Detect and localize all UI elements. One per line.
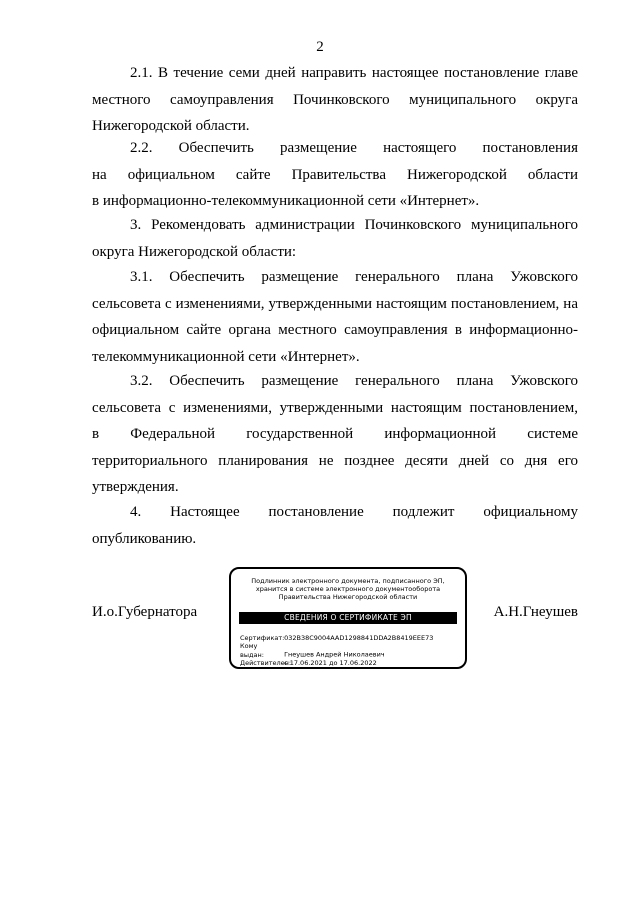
text-line: сельсовета с изменениями, утвержденными настоящим постановлением, на [92, 295, 578, 312]
stamp-cert-details [240, 634, 433, 667]
text-line: 3.1. Обеспечить размещение генерального плана Ужовского [130, 269, 578, 285]
text-line: 4. Настоящее постановление подлежит официальному [130, 504, 578, 520]
page-number: 2 [316, 39, 324, 55]
text-line: в Федеральной государственной информационной системе [92, 426, 578, 442]
stamp-header-line: Правительства Нижегородской области [278, 593, 418, 601]
stamp-cert-row [240, 634, 433, 642]
paragraph-2-1 [92, 60, 578, 140]
e-signature-stamp [229, 567, 467, 669]
signatory-name: А.Н.Гнеушев [493, 604, 578, 620]
text-line: территориального планирования не позднее десяти дней со дня его [92, 452, 578, 469]
stamp-header-line: Подлинник электронного документа, подписанного ЭП, [251, 577, 445, 585]
paragraph-3 [92, 212, 578, 265]
owner-value: Гнеушев Андрей Николаевич [284, 650, 385, 659]
text-line: опубликованию. [92, 530, 197, 547]
owner-label: Кому выдан: [240, 642, 264, 659]
paragraph-3-2 [92, 368, 578, 501]
text-line: в информационно-телекоммуникационной сети «Интернет». [92, 193, 480, 209]
text-line: 3. Рекомендовать администрации Починковского муниципального [130, 217, 578, 233]
paragraph-2-2 [92, 135, 578, 215]
paragraph-3-1 [92, 264, 578, 370]
text-line: округа Нижегородской области: [92, 243, 297, 260]
stamp-header [231, 577, 465, 601]
stamp-owner-row [240, 642, 433, 659]
text-line: Нижегородской области. [92, 118, 250, 134]
text-line: 3.2. Обеспечить размещение генерального плана Ужовского [130, 373, 578, 389]
signatory-position: И.о.Губернатора [92, 604, 198, 620]
text-line: 2.1. В течение семи дней направить настоящее постановление главе [130, 65, 578, 81]
text-line: 2.2. Обеспечить размещение настоящего постановления [130, 140, 578, 156]
cert-value: 032B38C9004AAD1298841DDA2B8419EEE73 [284, 634, 434, 642]
valid-label: Действителен: [240, 658, 292, 667]
cert-label: Сертификат: [240, 634, 285, 642]
stamp-valid-row [240, 659, 433, 667]
text-line: сельсовета с изменениями, утвержденными настоящим постановлением, [92, 399, 578, 416]
text-line: местного самоуправления Починковского муниципального округа [92, 91, 578, 108]
text-line: телекоммуникационной сети «Интернет». [92, 348, 360, 365]
text-line: утверждения. [92, 479, 179, 495]
text-line: на официальном сайте Правительства Нижегородской области [92, 166, 578, 183]
text-line: официальном сайте органа местного самоуправления в информационно- [92, 322, 578, 338]
stamp-header-line: хранится в системе электронного документооборота [255, 585, 441, 593]
stamp-title-bar: СВЕДЕНИЯ О СЕРТИФИКАТЕ ЭП [239, 612, 457, 624]
valid-value: с 17.06.2021 до 17.06.2022 [284, 658, 377, 667]
paragraph-4 [92, 499, 578, 552]
